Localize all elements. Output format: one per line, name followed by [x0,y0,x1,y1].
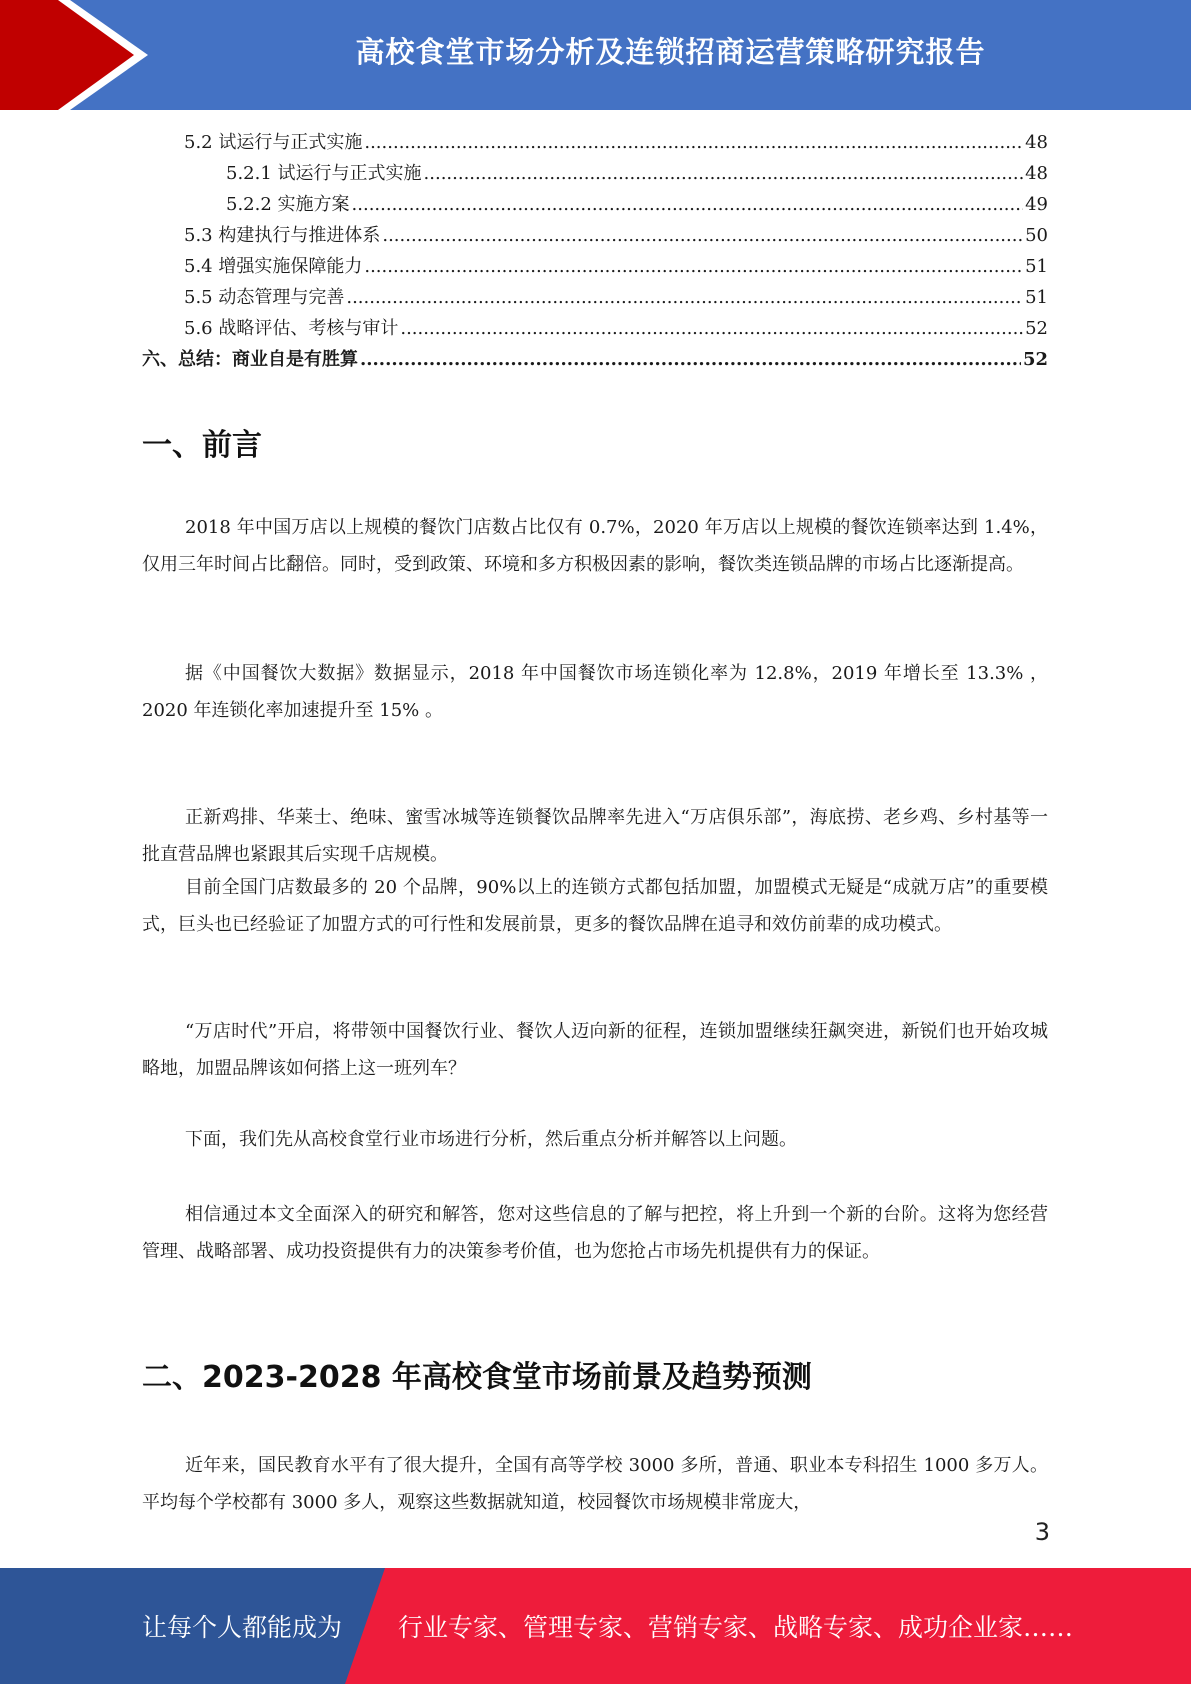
toc-item[interactable] [142,190,1048,221]
toc-item-label: 5.5 动态管理与完善 [184,287,345,308]
toc-item[interactable] [142,128,1048,159]
toc-item[interactable] [142,345,1048,376]
toc-leader-dots [346,287,1023,308]
toc-item[interactable] [142,314,1048,345]
toc-item-label: 六、总结：商业自是有胜算 [142,349,358,370]
toc-item-page: 48 [1025,163,1048,184]
toc-leader-dots [360,349,1021,370]
body-paragraph: “万店时代”开启，将带领中国餐饮行业、餐饮人迈向新的征程，连锁加盟继续狂飙突进，新锐们也开始攻城略地，加盟品牌该如何搭上这一班列车？ [142,1021,1048,1079]
toc-item-label: 5.2.1 试运行与正式实施 [226,163,422,184]
report-title: 高校食堂市场分析及连锁招商运营策略研究报告 [355,34,986,69]
toc-item-label: 5.6 战略评估、考核与审计 [184,318,399,339]
toc-item-page: 50 [1025,225,1048,246]
toc-item[interactable] [142,221,1048,252]
toc-item-label: 5.4 增强实施保障能力 [184,256,363,277]
section-heading: 二、2023-2028 年高校食堂市场前景及趋势预测 [142,1360,812,1395]
toc-item-page: 52 [1025,318,1048,339]
footer-slogan-left: 让每个人都能成为 [142,1613,343,1642]
toc-item-page: 49 [1025,194,1048,215]
toc-leader-dots [382,225,1023,246]
body-paragraph: 下面，我们先从高校食堂行业市场进行分析，然后重点分析并解答以上问题。 [185,1129,797,1150]
toc-item-label: 5.3 构建执行与推进体系 [184,225,381,246]
toc-item-label: 5.2.2 实施方案 [226,194,350,215]
toc-item[interactable] [142,159,1048,190]
page-header [0,0,1191,110]
toc-item-page: 52 [1022,349,1048,370]
body-paragraph: 近年来，国民教育水平有了很大提升，全国有高等学校 3000 多所，普通、职业本专科招生 1000 多万人。平均每个学校都有 3000 多人，观察这些数据就知道，校园餐饮市场规模非常庞大， [142,1455,1048,1513]
toc-leader-dots [352,194,1024,215]
footer-slogan-right: 行业专家、管理专家、营销专家、战略专家、成功企业家…… [398,1613,1074,1642]
body-paragraph: 相信通过本文全面深入的研究和解答，您对这些信息的了解与把控，将上升到一个新的台阶。这将为您经营管理、战略部署、成功投资提供有力的决策参考价值，也为您抢占市场先机提供有力的保证。 [142,1204,1048,1262]
toc-item-page: 48 [1025,132,1048,153]
toc-leader-dots [424,163,1024,184]
toc-item-label: 5.2 试运行与正式实施 [184,132,363,153]
page-number: 3 [1034,1518,1050,1546]
toc-item[interactable] [142,283,1048,314]
toc-item[interactable] [142,252,1048,283]
toc-leader-dots [364,256,1023,277]
toc-item-page: 51 [1025,287,1048,308]
table-of-contents [142,128,1048,376]
page-footer [0,1568,1191,1684]
header-chevron-graphic [0,0,160,110]
toc-item-page: 51 [1025,256,1048,277]
section-heading: 一、前言 [142,428,262,463]
body-paragraph: 2018 年中国万店以上规模的餐饮门店数占比仅有 0.7%，2020 年万店以上规模的餐饮连锁率达到 1.4%，仅用三年时间占比翻倍。同时，受到政策、环境和多方积极因素的影响，餐饮类连锁品牌的市场占比逐渐提高。 [142,517,1048,575]
toc-leader-dots [364,132,1023,153]
body-paragraph: 目前全国门店数最多的 20 个品牌，90%以上的连锁方式都包括加盟，加盟模式无疑是“成就万店”的重要模式，巨头也已经验证了加盟方式的可行性和发展前景，更多的餐饮品牌在追寻和效仿前辈的成功模式。 [142,877,1048,935]
body-paragraph: 据《中国餐饮大数据》数据显示，2018 年中国餐饮市场连锁化率为 12.8%，2019 年增长至 13.3% ，2020 年连锁化率加速提升至 15% 。 [142,663,1048,721]
toc-leader-dots [400,318,1023,339]
body-paragraph: 正新鸡排、华莱士、绝味、蜜雪冰城等连锁餐饮品牌率先进入“万店俱乐部”，海底捞、老乡鸡、乡村基等一批直营品牌也紧跟其后实现千店规模。 [142,807,1048,865]
